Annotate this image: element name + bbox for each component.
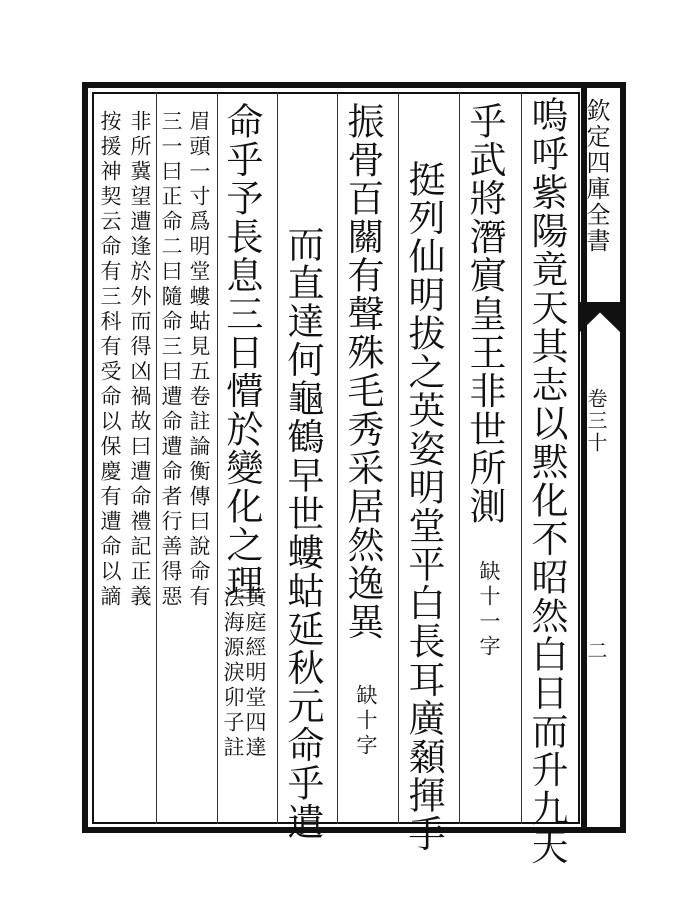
column-rule <box>156 92 157 824</box>
text-column-4: 振骨百關有聲殊毛秀采居然逸異 <box>341 102 384 641</box>
note-column-2: 三一曰正命二曰隨命三曰遭命遭命者行善得惡 <box>159 110 183 610</box>
text-column-5: 而直達何龜鶴早世螻蛄延秋元命乎遺 <box>281 225 324 841</box>
note-column-3: 非所冀望遭逢於外而得凶禍故曰遭命禮記正義 <box>128 110 152 610</box>
text-column-6: 命乎予長息三日懵於變化之理 <box>220 102 263 603</box>
column-rule <box>521 92 522 824</box>
collection-title: 欽定四庫全書 <box>582 98 610 254</box>
annotation-left: 法海源淚卯子註 <box>221 586 245 761</box>
missing-chars-note-1: 缺十一字 <box>477 560 501 660</box>
column-rule <box>398 92 399 824</box>
column-rule <box>337 92 338 824</box>
margin-divider <box>578 92 580 824</box>
page-number: 二 <box>584 640 608 662</box>
column-rule <box>217 92 218 824</box>
text-column-1: 嗚呼紫陽竟天其志以黙化不昭然白日而升九天 <box>525 96 568 866</box>
column-rule <box>277 92 278 824</box>
text-column-2: 乎武將潛賔皇王非世所測 <box>463 102 506 526</box>
text-column-3: 挺列仙明拔之英姿明堂平白長耳廣顙揮手 <box>402 160 445 853</box>
annotation-right: 黄庭經明堂四達 <box>243 586 267 761</box>
column-rule <box>459 92 460 824</box>
volume-label: 卷三十 <box>584 388 608 454</box>
note-column-1: 眉頭一寸爲明堂螻蛄見五卷註論衡傳曰說命有 <box>187 110 211 610</box>
missing-chars-note-2: 缺十字 <box>354 684 378 759</box>
note-column-4: 按援神契云命有三科有受命以保慶有遭命以謫 <box>98 110 122 610</box>
